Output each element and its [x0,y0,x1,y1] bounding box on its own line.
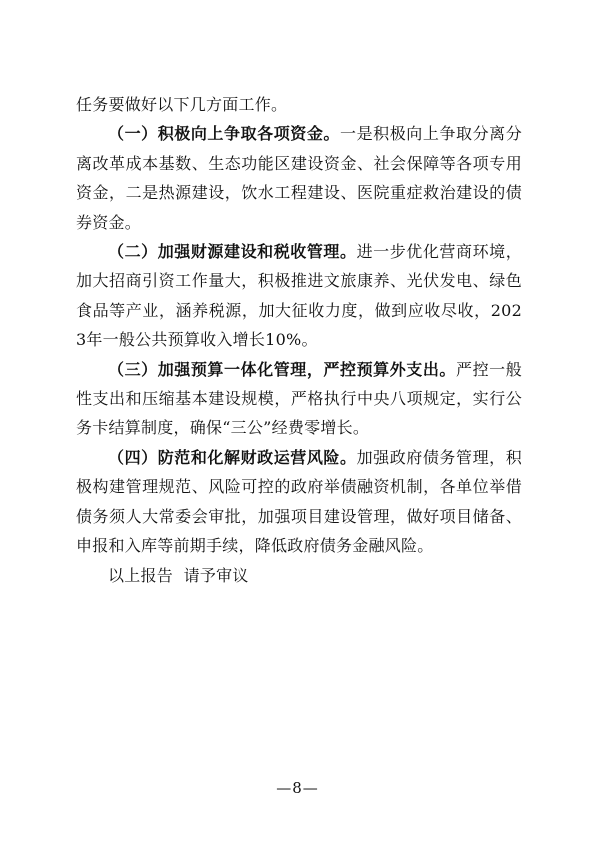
paragraph-item-4 [76,443,522,561]
body-text [76,90,522,590]
paragraph-lead: （三）加强预算一体化管理，严控预算外支出。 [108,359,457,379]
paragraph-body: 以上报告 请予审议 [108,565,249,585]
paragraph-lead: （一）积极向上争取各项资金。 [108,124,341,144]
paragraph-body: 一是积极向上争取分离分离改革成本基数、生态功能区建设资金、社会保障等各项专用资金，二是热源建设，饮水工程建设、医院重症救治建设的债券资金。 [76,124,522,232]
paragraph-item-2 [76,237,522,355]
paragraph-lead: （四）防范和化解财政运营风险。 [108,447,357,467]
paragraph-item-3 [76,355,522,443]
paragraph-item-1 [76,119,522,237]
paragraph-body: 严控一般性支出和压缩基本建设规模，严格执行中央八项规定，实行公务卡结算制度，确保“三公”经费零增长。 [76,359,522,438]
paragraph-intro [76,90,522,119]
paragraph-body: 任务要做好以下几方面工作。 [76,95,288,114]
paragraph-body: 进一步优化营商环境，加大招商引资工作量大，积极推进文旅康养、光伏发电、绿色食品等产业，涵养税源，加大征收力度，做到应收尽收，2023年一般公共预算收入增长10%。 [76,242,522,350]
paragraph-body: 加强政府债务管理，积极构建管理规范、风险可控的政府举债融资机制，各单位举借债务须人大常委会审批，加强项目建设管理，做好项目储备、申报和入库等前期手续，降低政府债务金融风险。 [76,447,522,556]
paragraph-lead: （二）加强财源建设和税收管理。 [108,242,357,262]
page-number: —8— [276,779,319,797]
paragraph-closing [76,561,522,590]
